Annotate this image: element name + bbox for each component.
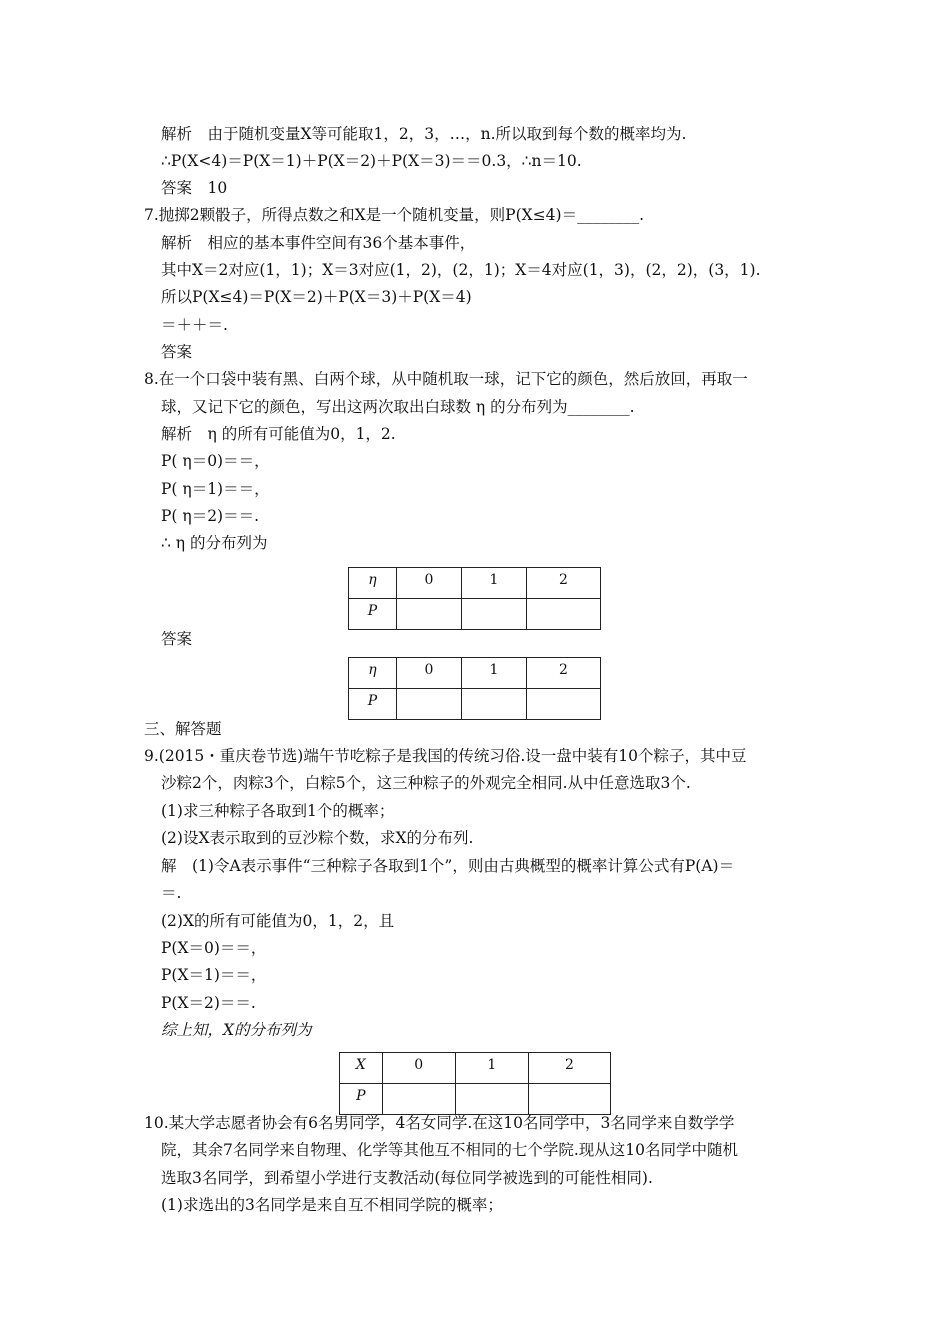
q9-solution-line1: 解 (1)令A表示事件“三种粽子各取到1个”，则由古典概型的概率计算公式有P(A)＝: [161, 857, 735, 875]
table-cell: [527, 599, 601, 630]
q9-prob-0: P(X＝0)＝＝，: [161, 939, 267, 957]
table-row-label: P: [349, 689, 397, 720]
q10-part1: (1)求选出的3名同学是来自互不相同学院的概率；: [161, 1196, 503, 1214]
table-cell: [527, 689, 601, 720]
q6-derivation-line: ∴P(X<4)＝P(X＝1)＋P(X＝2)＋P(X＝3)＝＝0.3，∴n＝10.: [161, 152, 582, 170]
q7-sum-line: 所以P(X≤4)＝P(X＝2)＋P(X＝3)＋P(X＝4): [161, 288, 472, 306]
q9-question-line2: 沙粽2个，肉粽3个，白粽5个，这三种粽子的外观完全相同.从中任意选取3个.: [161, 774, 691, 792]
q10-question-line1: 10.某大学志愿者协会有6名男同学，4名女同学.在这10名同学中，3名同学来自数学学: [144, 1114, 735, 1132]
q7-result-line: ＝＋＋＝.: [161, 316, 228, 334]
table-cell: [455, 1084, 528, 1115]
distribution-table-3: [339, 1052, 611, 1115]
q9-solution-part2: (2)X的所有可能值为0，1，2，且: [161, 912, 395, 930]
q9-solution-line2: ＝.: [161, 884, 182, 902]
q8-analysis-line: 解析 η 的所有可能值为0，1，2.: [161, 425, 396, 443]
table-cell: [528, 1084, 610, 1115]
table-header-cell: η: [349, 568, 397, 599]
distribution-table-1: [348, 567, 601, 630]
table-header-cell: 2: [527, 658, 601, 689]
table-header-cell: 0: [397, 568, 462, 599]
q9-part2: (2)设X表示取到的豆沙粽个数，求X的分布列.: [161, 829, 474, 847]
table-header-cell: X: [340, 1053, 383, 1084]
q9-part1: (1)求三种粽子各取到1个的概率；: [161, 802, 395, 820]
table-row-label: P: [340, 1084, 383, 1115]
q9-prob-1: P(X＝1)＝＝，: [161, 966, 267, 984]
table-header-cell: 1: [462, 568, 527, 599]
table-header-cell: 1: [455, 1053, 528, 1084]
q8-question-line1: 8.在一个口袋中装有黑、白两个球，从中随机取一球，记下它的颜色，然后放回，再取一: [144, 370, 748, 388]
q7-answer: 答案: [161, 343, 193, 361]
table-cell: [397, 599, 462, 630]
table-header-cell: 0: [397, 658, 462, 689]
table-header-cell: 0: [382, 1053, 455, 1084]
q7-analysis-line: 解析 相应的基本事件空间有36个基本事件，: [161, 234, 476, 252]
q10-question-line3: 选取3名同学，到希望小学进行支教活动(每位同学被选到的可能性相同).: [161, 1169, 653, 1187]
table-header-cell: 2: [528, 1053, 610, 1084]
table-header-cell: 2: [527, 568, 601, 599]
table-cell: [462, 599, 527, 630]
q6-analysis-line: 解析 由于随机变量X等可能取1，2，3，…，n.所以取到每个数的概率均为.: [161, 125, 687, 143]
q8-prob-0: P( η＝0)＝＝，: [161, 452, 270, 470]
q8-question-line2: 球，又记下它的颜色，写出这两次取出白球数 η 的分布列为________.: [161, 398, 635, 416]
q8-dist-intro: ∴ η 的分布列为: [161, 534, 268, 552]
q6-answer: 答案 10: [161, 179, 228, 197]
distribution-table-2: [348, 657, 601, 720]
q7-cases-line: 其中X＝2对应(1，1)；X＝3对应(1，2)，(2，1)；X＝4对应(1，3)，(2，2)，(3，1).: [161, 261, 761, 279]
table-cell: [382, 1084, 455, 1115]
table-header-cell: η: [349, 658, 397, 689]
table-row-label: P: [349, 599, 397, 630]
q8-answer: 答案: [161, 630, 193, 648]
q9-question-line1: 9.(2015・重庆卷节选)端午节吃粽子是我国的传统习俗.设一盘中装有10个粽子，其中豆: [144, 747, 747, 765]
q8-prob-2: P( η＝2)＝＝.: [161, 507, 260, 525]
q8-prob-1: P( η＝1)＝＝，: [161, 480, 270, 498]
table-cell: [462, 689, 527, 720]
q9-prob-2: P(X＝2)＝＝.: [161, 994, 256, 1012]
q9-dist-intro: 综上知，X的分布列为: [161, 1021, 312, 1039]
q10-question-line2: 院，其余7名同学来自物理、化学等其他互不相同的七个学院.现从这10名同学中随机: [161, 1141, 739, 1159]
q7-question: 7.抛掷2颗骰子，所得点数之和X是一个随机变量，则P(X≤4)＝________.: [144, 206, 645, 224]
section-heading: 三、解答题: [144, 720, 222, 738]
table-header-cell: 1: [462, 658, 527, 689]
table-cell: [397, 689, 462, 720]
